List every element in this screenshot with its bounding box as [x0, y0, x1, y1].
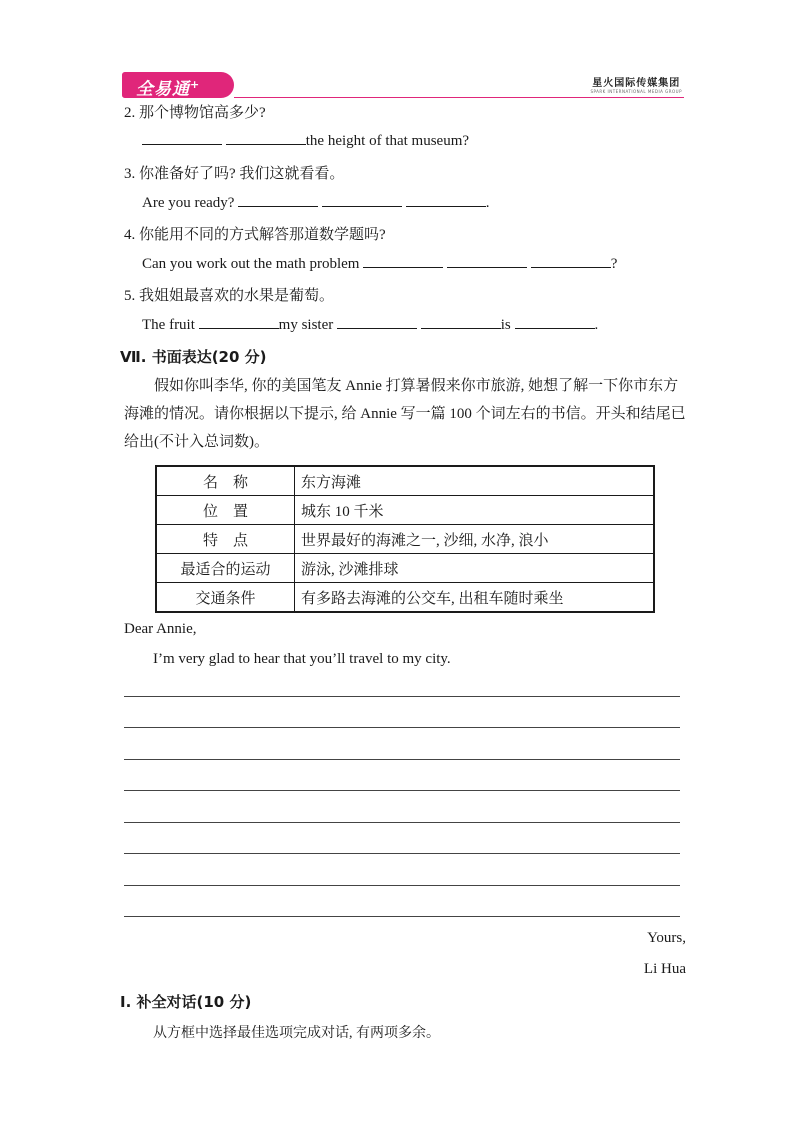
letter-salutation: Dear Annie,: [124, 621, 197, 637]
table-key: 名 称: [156, 466, 295, 496]
table-value: 城东 10 千米: [295, 496, 655, 525]
publisher-logo: [590, 74, 682, 94]
info-table: [155, 465, 655, 613]
table-row: [156, 466, 654, 496]
publisher-name: 星火国际传媒集团: [592, 78, 681, 89]
writing-line[interactable]: [124, 822, 680, 823]
writing-line[interactable]: [124, 696, 680, 697]
publisher-name-en: SPARK INTERNATIONAL MEDIA GROUP: [590, 89, 682, 94]
writing-line[interactable]: [124, 853, 680, 854]
answer-blank[interactable]: [142, 131, 222, 145]
table-value: 有多路去海滩的公交车, 出租车随时乘坐: [295, 583, 655, 613]
writing-line[interactable]: [124, 727, 680, 728]
section-instruction: 从方框中选择最佳选项完成对话, 有两项多余。: [153, 1026, 440, 1041]
header-rule: [234, 97, 684, 98]
table-key: 交通条件: [156, 583, 295, 613]
table-row: [156, 525, 654, 554]
answer-blank[interactable]: [226, 131, 306, 145]
answer-blank[interactable]: [199, 315, 279, 329]
answer-blank[interactable]: [337, 315, 417, 329]
table-value: 游泳, 沙滩排球: [295, 554, 655, 583]
writing-line[interactable]: [124, 759, 680, 760]
brand-logo: 全易通+: [122, 72, 234, 98]
table-row: [156, 554, 654, 583]
answer-blank[interactable]: [363, 254, 443, 268]
table-value: 世界最好的海滩之一, 沙细, 水净, 浪小: [295, 525, 655, 554]
table-value: 东方海滩: [295, 466, 655, 496]
question-4-cn: 4. 你能用不同的方式解答那道数学题吗?: [124, 227, 386, 243]
question-4-en: Can you work out the math problem ?: [142, 256, 618, 272]
question-5-cn: 5. 我姐姐最喜欢的水果是葡萄。: [124, 288, 335, 304]
question-5-en: The fruit my sister is .: [142, 317, 599, 333]
letter-opening: I’m very glad to hear that you’ll travel to my city.: [153, 651, 451, 667]
table-key: 最适合的运动: [156, 554, 295, 583]
table-row: [156, 583, 654, 613]
table-key: 特 点: [156, 525, 295, 554]
section-title-dialogue: Ⅰ. 补全对话(10 分): [120, 993, 252, 1011]
writing-line[interactable]: [124, 790, 680, 791]
question-2-cn: 2. 那个博物馆高多少?: [124, 105, 266, 121]
section-title-writing: Ⅶ. 书面表达(20 分): [120, 348, 267, 366]
writing-line[interactable]: [124, 885, 680, 886]
answer-blank[interactable]: [322, 193, 402, 207]
letter-closing: Yours,: [647, 930, 686, 946]
answer-blank[interactable]: [406, 193, 486, 207]
table-key: 位 置: [156, 496, 295, 525]
table-row: [156, 496, 654, 525]
page-header: [122, 70, 684, 100]
answer-blank[interactable]: [238, 193, 318, 207]
letter-signature: Li Hua: [643, 961, 686, 977]
writing-prompt: 假如你叫李华, 你的美国笔友 Annie 打算暑假来你市旅游, 她想了解一下你市东方海滩的情况。请你根据以下提示, 给 Annie 写一篇 100 个词左右的书信。开头和结尾已给出(不计入总词数)。: [124, 378, 686, 450]
answer-blank[interactable]: [421, 315, 501, 329]
answer-blank[interactable]: [531, 254, 611, 268]
answer-blank[interactable]: [447, 254, 527, 268]
writing-line[interactable]: [124, 916, 680, 917]
question-3-en: Are you ready? .: [142, 195, 490, 211]
question-3-cn: 3. 你准备好了吗? 我们这就看看。: [124, 166, 345, 182]
answer-blank[interactable]: [515, 315, 595, 329]
question-2-en: the height of that museum?: [142, 131, 469, 150]
